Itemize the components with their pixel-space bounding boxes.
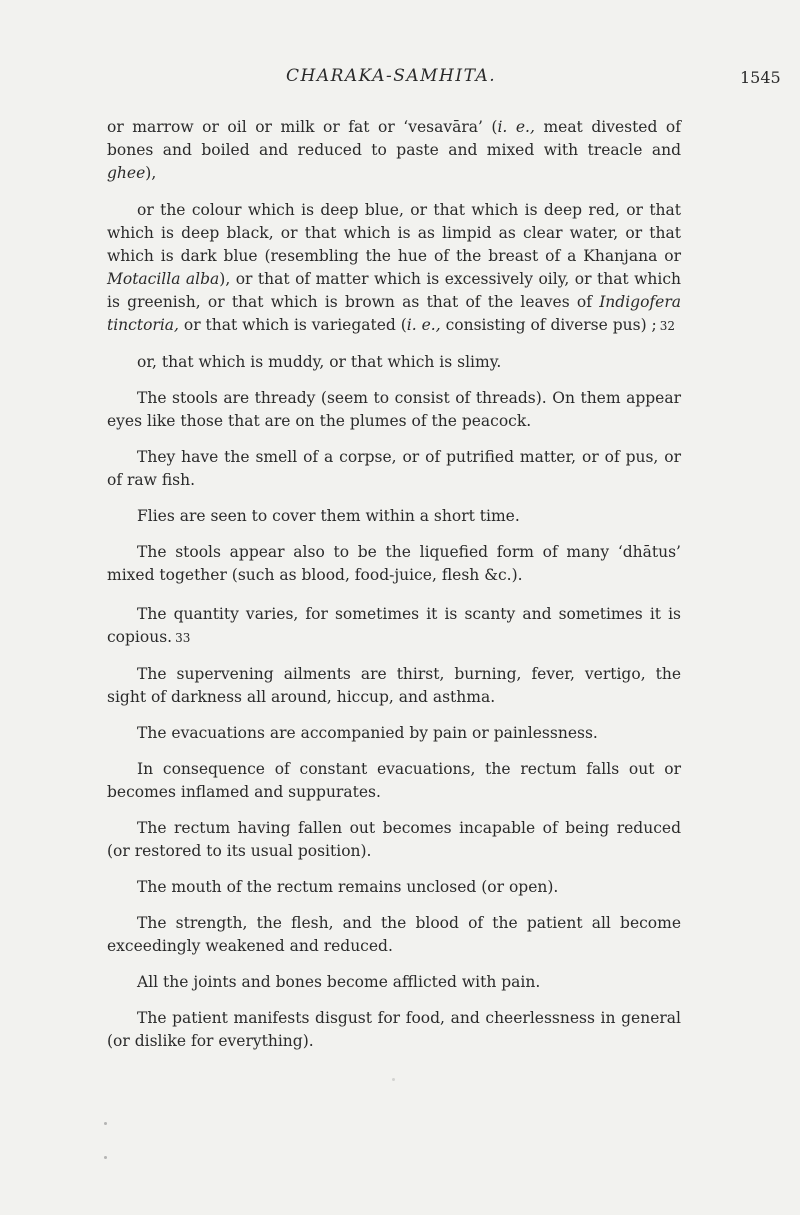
paper-speck [104, 1122, 107, 1125]
paragraph: All the joints and bones become afflicted with pain. [137, 973, 541, 991]
paragraph: In consequence of constant evacuations, the rectum falls out or becomes inflamed and suppurates. [107, 760, 681, 801]
paragraph: The evacuations are accompanied by pain or painlessness. [137, 724, 598, 742]
paper-speck [104, 1156, 107, 1159]
paragraph: The mouth of the rectum remains unclosed (or open). [137, 878, 559, 896]
paragraph: The strength, the flesh, and the blood of the patient all become exceedingly weakened and reduced. [107, 914, 681, 955]
paragraph: The rectum having fallen out becomes incapable of being reduced (or restored to its usual position). [107, 819, 681, 860]
paragraph: The stools are thready (seem to consist of threads). On them appear eyes like those that are on the plumes of the peacock. [107, 389, 681, 430]
paragraph: or marrow or oil or milk or fat or ‘vesavāra’ (i. e., meat divested of bones and boiled and reduced to paste and mixed with treacle and ghee), [107, 118, 682, 182]
body-text [107, 116, 681, 1057]
paragraph: or the colour which is deep blue, or that which is deep red, or that which is deep black, or that which is as limpid as clear water, or that which is dark blue (resembling the hue of the breast of a Khanjana or Motacilla alba), or that of matter which is excessively oily, or that which is greenish, or that which is brown as that of the leaves of Indigofera tinctoria, or that which is variegated (i. e., consisting of diverse pus) ; 32 [107, 201, 681, 334]
running-title: CHARAKA-SAMHITA. [286, 66, 497, 86]
paragraph: They have the smell of a corpse, or of putrified matter, or of pus, or of raw fish. [107, 448, 681, 489]
verse-number: 33 [175, 631, 191, 645]
paragraph: The stools appear also to be the liquefied form of many ‘dhātus’ mixed together (such as blood, food-juice, flesh &c.). [107, 543, 681, 584]
verse-number: 32 [659, 319, 676, 333]
page-number: 1545 [740, 68, 781, 87]
paragraph: The patient manifests disgust for food, and cheerlessness in general (or dislike for everything). [107, 1009, 681, 1050]
paragraph: Flies are seen to cover them within a short time. [137, 507, 520, 525]
paragraph: The quantity varies, for sometimes it is scanty and sometimes it is copious. 33 [107, 605, 681, 646]
page-header [0, 66, 800, 90]
paper-speck [392, 1078, 395, 1081]
paragraph: The supervening ailments are thirst, burning, fever, vertigo, the sight of darkness all around, hiccup, and asthma. [107, 665, 681, 706]
paragraph: or, that which is muddy, or that which is slimy. [137, 353, 502, 371]
